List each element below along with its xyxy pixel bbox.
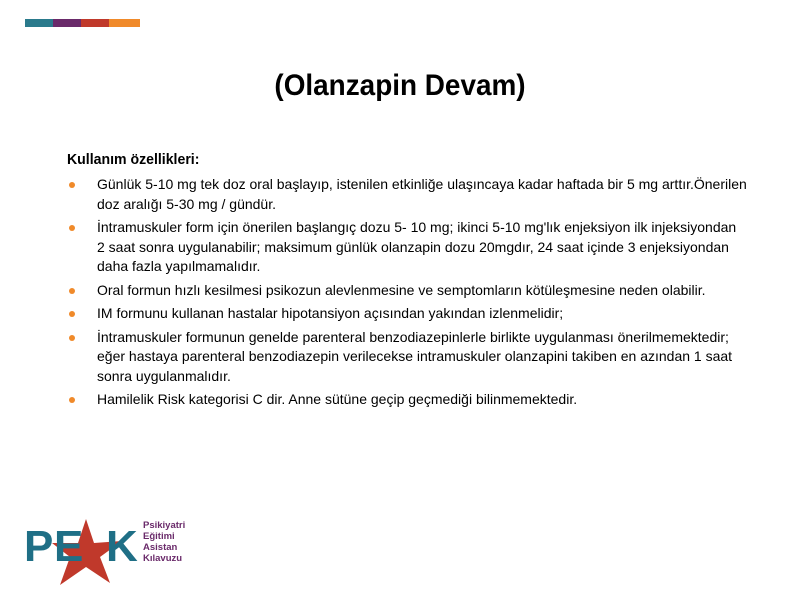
list-item [67, 328, 747, 387]
list-item-text: Hamilelik Risk kategorisi C dir. Anne sütüne geçip geçmediği bilinmemektedir. [97, 391, 578, 407]
bullet-icon [69, 182, 75, 188]
slide-content [67, 150, 747, 414]
peak-logo-mark [24, 517, 142, 589]
logo-word: Asistan [143, 542, 178, 553]
list-item-text: İntramuskuler formunun genelde parenteral benzodiazepinlerle birlikte uygulanması önerilmemektedir; eğer hastaya parenteral benzodiazepin verilecekse intramuskuler olanzapini takiben en azından 1 saat sonra uygulanmalıdır. [97, 328, 733, 384]
bullet-icon [69, 225, 75, 231]
list-item [67, 175, 747, 214]
list-item [67, 390, 747, 410]
section-heading: Kullanım özellikleri: [67, 151, 200, 168]
logo-letter: K [106, 522, 138, 571]
color-bar-segment [81, 19, 109, 27]
peak-logo [24, 517, 184, 589]
logo-wordmark [143, 520, 185, 564]
logo-letter: P [24, 522, 54, 571]
bullet-list [67, 175, 747, 410]
list-item-text: IM formunu kullanan hastalar hipotansiyon açısından yakından izlenmelidir; [97, 305, 564, 321]
slide-title: (Olanzapin Devam) [274, 69, 526, 102]
list-item [67, 218, 747, 277]
list-item-text: İntramuskuler form için önerilen başlangıç dozu 5- 10 mg; ikinci 5-10 mg'lık enjeksiyon ilk injeksiyondan 2 saat sonra uygulanabilir; maksimum günlük olanzapin dozu 20mgdır, 24 saat içinde 3 enjeksiyondan daha fazla yapılmamalıdır. [97, 219, 737, 274]
color-bar-segment [53, 19, 81, 27]
bullet-icon [69, 288, 75, 294]
top-color-bar [25, 19, 140, 27]
bullet-icon [69, 311, 75, 317]
list-item-text: Oral formun hızlı kesilmesi psikozun alevlenmesine ve semptomların kötüleşmesine neden olabilir. [97, 281, 706, 298]
list-item [67, 304, 747, 324]
list-item-text: Günlük 5-10 mg tek doz oral başlayıp, istenilen etkinliğe ulaşıncaya kadar haftada bir 5 mg arttır.Önerilen doz aralığı 5-30 mg / gündür. [97, 176, 747, 212]
logo-word: Kılavuzu [143, 553, 183, 564]
bullet-icon [69, 335, 75, 341]
list-item [67, 281, 747, 301]
logo-word: Eğitimi [143, 531, 175, 542]
color-bar-segment [25, 19, 53, 27]
logo-letter: E [54, 522, 84, 571]
color-bar-segment [109, 19, 140, 27]
logo-word: Psikiyatri [143, 520, 186, 531]
bullet-icon [69, 397, 75, 403]
